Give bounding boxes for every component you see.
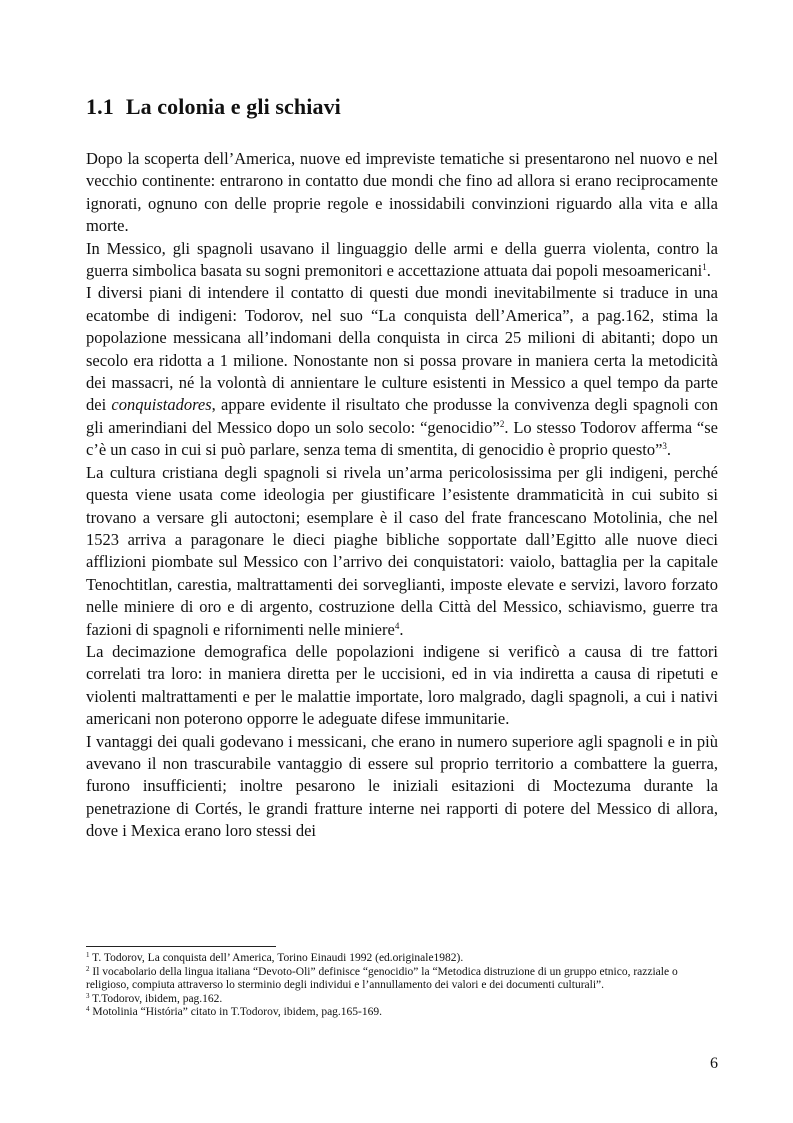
paragraph: Dopo la scoperta dell’America, nuove ed impreviste tematiche si presentarono nel nuovo e nel vecchio continente: entrarono in contatto due mondi che fino ad allora si erano reciprocamente ignorati, ognuno con delle proprie regole e inossidabili convinzioni riguardo alla vita e alla morte. — [86, 149, 718, 236]
footnote-ref: 1 — [702, 262, 707, 273]
footnote-ref: 3 — [662, 441, 667, 452]
footnote-ref: 4 — [394, 620, 400, 631]
italic-term: conquistadores — [111, 395, 212, 415]
footnote-ref: 2 — [499, 418, 505, 429]
page-number: 6 — [710, 1055, 718, 1072]
section-title: La colonia e gli schiavi — [125, 94, 341, 119]
footnote-divider — [86, 946, 276, 947]
footnote: $^3$ T.Todorov, ibidem, pag.162. — [86, 991, 223, 1005]
paragraph: I vantaggi dei quali godevano i messicani, che erano in numero superiore agli spagnoli e in più avevano il non trascurabile vantaggio di essere sul proprio territorio a combattere la guerra, furono insufficienti; inoltre pesarono le iniziali esitazioni di Moctezuma durante la penetrazione di Cortés, le grandi fratture interne nei rapporti di potere del Messico di allora, dove i Mexica erano loro stessi dei — [86, 731, 718, 841]
footnote: $^4$ Motolinia “História” citato in T.Todorov, ibidem, pag.165-169. — [86, 1005, 382, 1018]
footnote: $^1$ T. Todorov, La conquista dell’ America, Torino Einaudi 1992 (ed.originale1982). — [86, 951, 464, 964]
footnote: $^2$ Il vocabolario della lingua italiana “Devoto-Oli” definisce “genocidio” la “Metodica distruzione di un gruppo etnico, razziale o religioso, compiuta attraverso lo sterminio degli individui e l’annullamento dei valori e dei documenti culturali”. — [86, 964, 678, 991]
paragraph: La cultura cristiana degli spagnoli si rivela un’arma pericolosissima per gli indigeni, perché questa viene usata come ideologia per giustificare l’esistente drammaticità in cui subito si trovano a versare gli autoctoni; esemplare è il caso del frate francescano Motolinia, che nel 1523 arriva a paragonare le dieci piaghe bibliche sopportate dall’Egitto alle nuove dieci afflizioni piombate sul Messico con l’arrivo dei conquistatori: vaiolo, battaglia per la capitale Tenochtitlan, carestia, maltrattamenti dei sorveglianti, imposte elevate e servizi, lavoro forzato nelle miniere di oro e di argento, costruzione della Città del Messico, schiavismo, guerre tra fazioni di spagnoli e rifornimenti nelle miniere$^4$. — [86, 462, 718, 639]
paragraph: In Messico, gli spagnoli usavano il linguaggio delle armi e della guerra violenta, contro la guerra simbolica basata su sogni premonitori e accettazione attuata dai popoli mesoamericani$^1$. — [86, 238, 718, 281]
footnotes — [86, 952, 718, 1020]
paragraph: La decimazione demografica delle popolazioni indigene si verificò a causa di tre fattori correlati tra loro: in maniera diretta per le uccisioni, ed in via indiretta a causa di ripetuti e violenti maltrattamenti e per le malattie importate, loro malgrado, dagli spagnoli, a cui i nativi americani non poterono opporre le adeguate difese immunitarie. — [86, 641, 718, 729]
body-text — [86, 148, 718, 843]
section-heading — [86, 94, 341, 120]
paragraph: I diversi piani di intendere il contatto di questi due mondi inevitabilmente si traduce in una ecatombe di indigeni: Todorov, nel suo “La conquista dell’America”, a pag.162, stima la popolazione messicana all’indomani della conquista in circa 25 milioni di abitanti; dopo un secolo era ridotta a 1 milione. Nonostante non si possa provare in maniera certa la metodicità dei massacri, né la volontà di annientare le culture esistenti in Messico a quel tempo da parte dei conquistadores, appare evidente il risultato che produsse la convivenza degli spagnoli con gli amerindiani del Messico dopo un solo secolo: “genocidio”$^2$. Lo stesso Todorov afferma “se c’è un caso in cui si può parlare, senza tema di smentita, di genocidio è proprio questo”$^3$. — [86, 283, 719, 460]
section-number: 1.1 — [86, 94, 114, 119]
